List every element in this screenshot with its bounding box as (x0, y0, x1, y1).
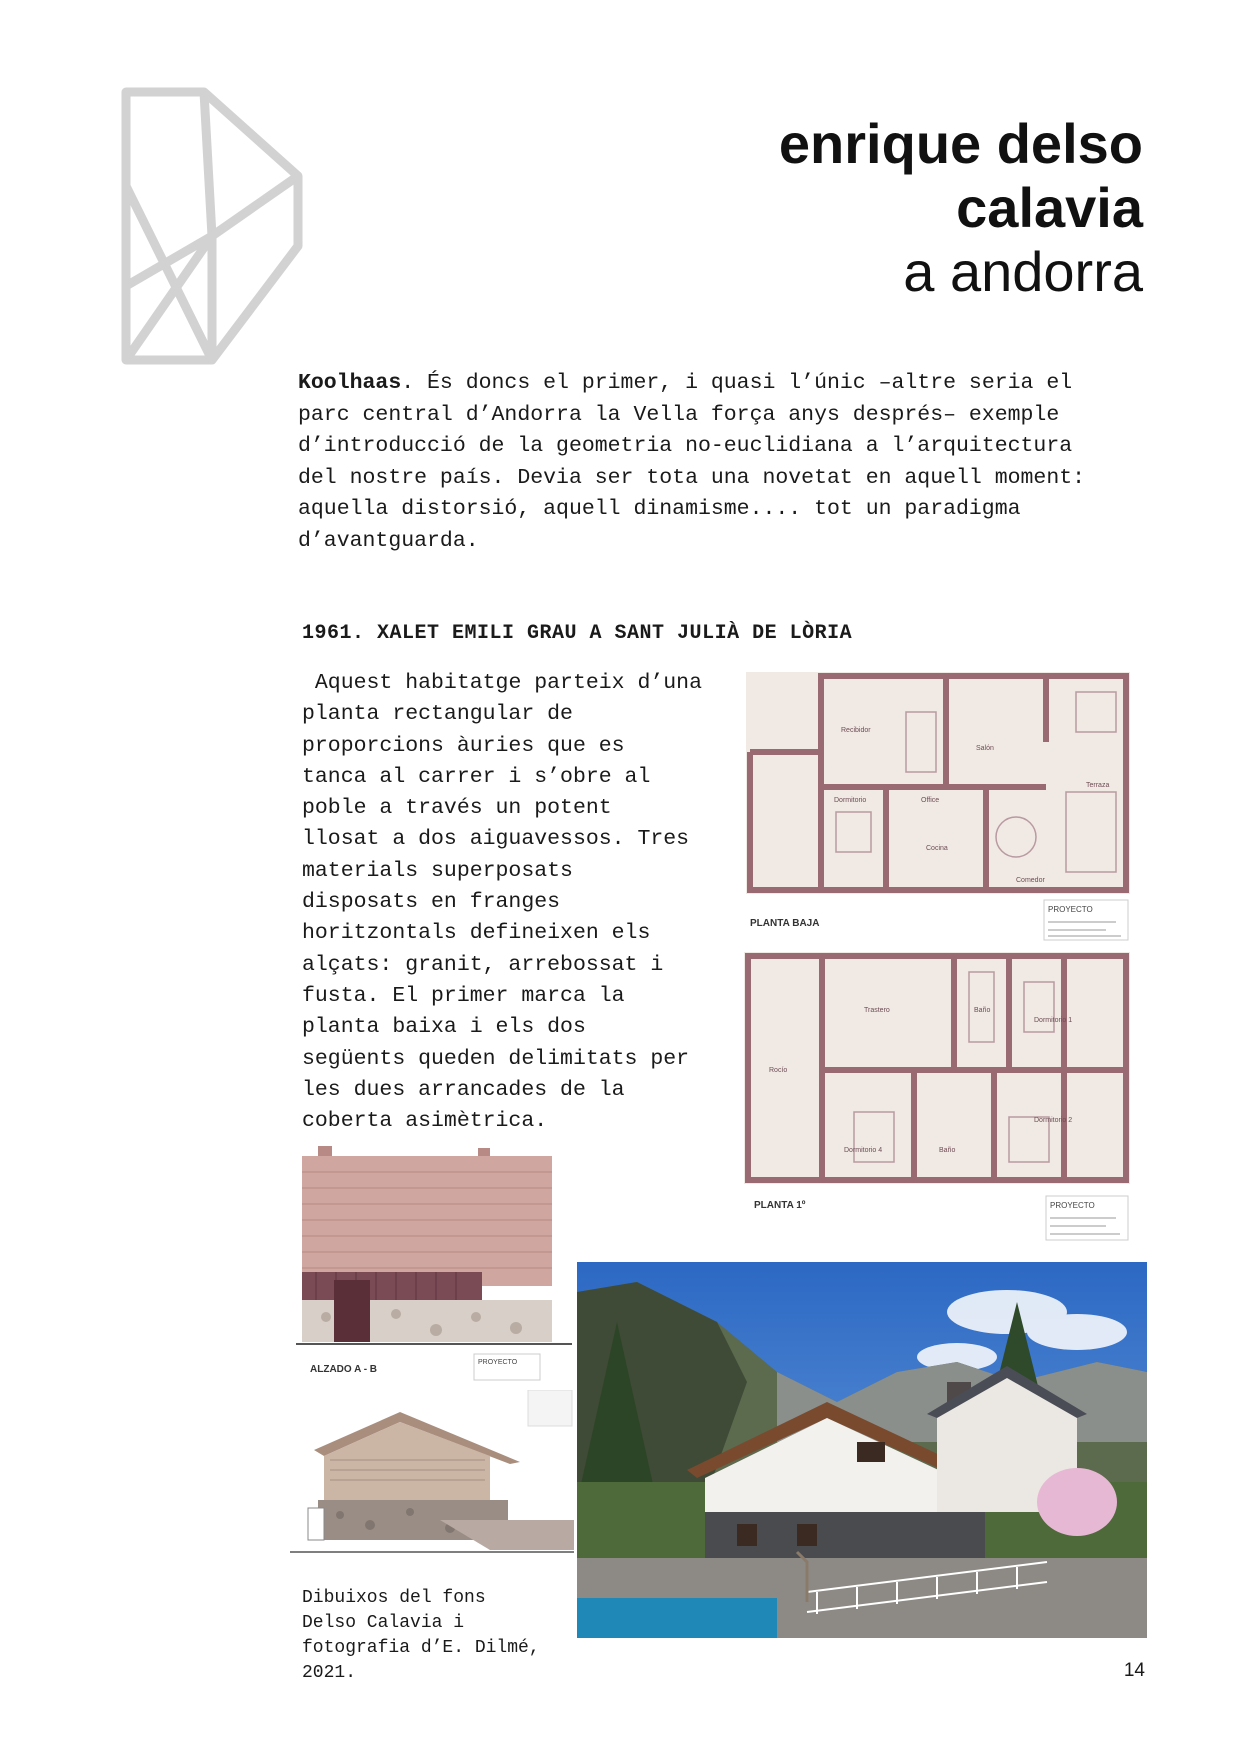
svg-text:Dormitorio 4: Dormitorio 4 (844, 1147, 883, 1154)
svg-text:Dormitorio 1: Dormitorio 1 (1034, 1017, 1073, 1024)
title-line-2: calavia (956, 176, 1143, 239)
intro-lead: Koolhaas (298, 371, 402, 395)
svg-text:Baño: Baño (939, 1147, 956, 1154)
title-line-3: a andorra (903, 240, 1143, 303)
ground-plan-label: PLANTA BAJA (750, 918, 820, 929)
svg-text:Comedor: Comedor (1016, 877, 1045, 884)
svg-text:Cocina: Cocina (926, 845, 948, 852)
svg-text:Salón: Salón (976, 745, 994, 752)
svg-text:Trastero: Trastero (864, 1007, 890, 1014)
svg-text:Dormitorio 2: Dormitorio 2 (1034, 1117, 1073, 1124)
section-body: Aquest habitatge parteix d’una planta rectangular de proporcions àuries que es tanca al carrer i s’obre al poble a través un potent llosat a dos aiguavessos. Tres materials superposats disposats en franges horitzontals defineixen els alçats: granit, arrebossat i fusta. El primer marca la planta baixa i els dos següents queden delimitats per les dues arrancades de la coberta asimètrica. (302, 671, 702, 1134)
section-heading: 1961. XALET EMILI GRAU A SANT JULIÀ DE LÒRIA (302, 622, 853, 645)
elevation-stamp: PROYECTO (478, 1359, 518, 1366)
first-plan-label: PLANTA 1º (754, 1200, 806, 1211)
publisher-logo (118, 86, 314, 366)
first-plan-stamp: PROYECTO (1050, 1201, 1095, 1210)
svg-text:Terraza: Terraza (1086, 782, 1110, 789)
title-line-1: enrique delso (778, 112, 1143, 175)
page-number: 14 (1123, 1660, 1145, 1681)
elevation-label: ALZADO A - B (310, 1364, 378, 1375)
side-elevation (290, 1390, 574, 1574)
figure-caption: Dibuixos del fons Delso Calavia i fotografia d’E. Dilmé, 2021. (302, 1588, 540, 1683)
chalet-photo (577, 1262, 1147, 1638)
intro-text: . És doncs el primer, i quasi l’únic –altre seria el parc central d’Andorra la Vella força anys després– exemple d’introducció de la geometria no-euclidiana a l’arquitectura del nostre país. Devia ser tota una novetat en aquell moment: aquella distorsió, aquell dinamisme.... tot un paradigma d’avantguarda. (298, 371, 1086, 553)
front-elevation (296, 1142, 572, 1382)
svg-text:Baño: Baño (974, 1007, 991, 1014)
svg-text:Office: Office (921, 797, 940, 804)
svg-text:Recibidor: Recibidor (841, 727, 871, 734)
ground-floor-plan (746, 672, 1130, 942)
page-title (443, 112, 1143, 304)
svg-text:Dormitorio: Dormitorio (834, 797, 867, 804)
svg-text:Rocío: Rocío (769, 1067, 788, 1074)
first-floor-plan (744, 952, 1130, 1242)
intro-paragraph (298, 368, 1168, 557)
ground-plan-stamp: PROYECTO (1048, 905, 1093, 914)
